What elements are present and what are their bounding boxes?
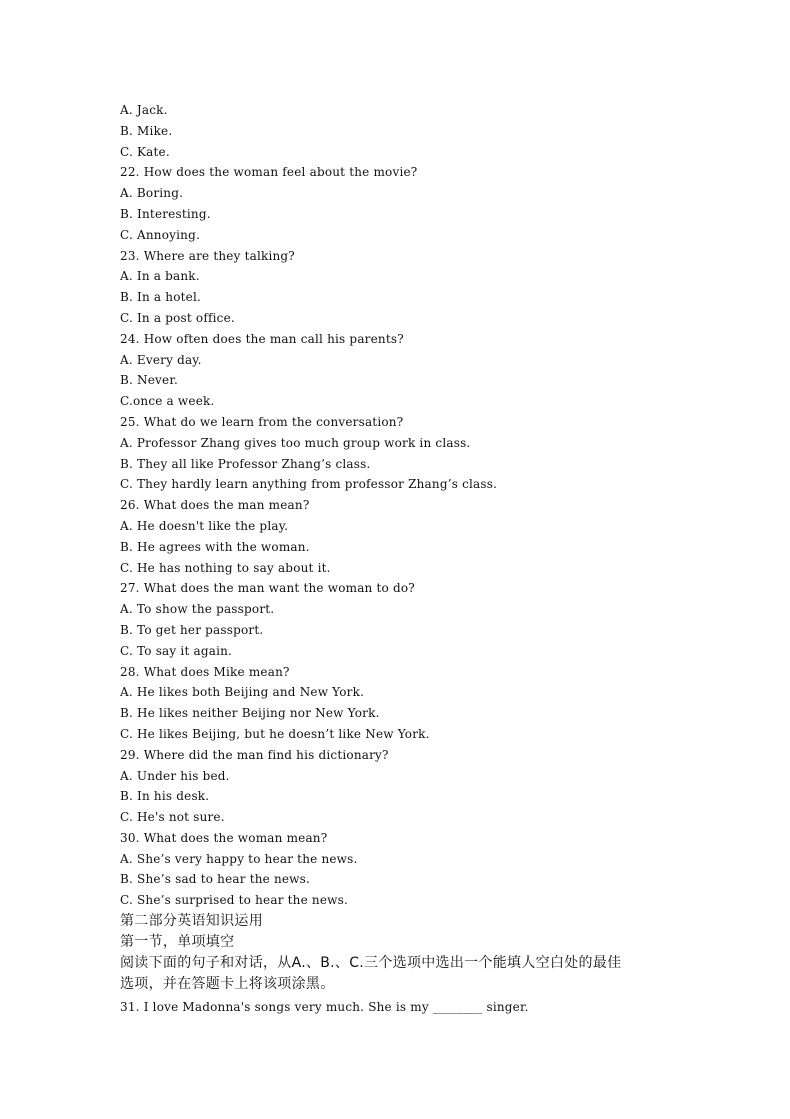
option-line: A. He doesn't like the play.: [120, 518, 289, 533]
option-line: C. He likes Beijing, but he doesn’t like New York.: [120, 726, 430, 741]
question-line: 25. What do we learn from the conversation?: [120, 414, 404, 429]
option-line: C. He's not sure.: [120, 810, 225, 825]
question-line: 29. Where did the man find his dictionary?: [120, 747, 389, 762]
section-heading: 第一节，单项填空: [120, 934, 235, 951]
option-line: A. To show the passport.: [120, 602, 275, 617]
question-lines: [120, 100, 660, 911]
option-line: B. He likes neither Beijing nor New York.: [120, 706, 380, 721]
question-line: 24. How often does the man call his parents?: [120, 331, 404, 346]
question-line: 30. What does the woman mean?: [120, 830, 328, 845]
option-line: A. He likes both Beijing and New York.: [120, 685, 365, 700]
option-line: B. Never.: [120, 373, 178, 388]
option-line: C. They hardly learn anything from professor Zhang’s class.: [120, 477, 498, 492]
question-line: 26. What does the man mean?: [120, 498, 310, 513]
option-line: A. Professor Zhang gives too much group work in class.: [120, 435, 471, 450]
option-line: B. In a hotel.: [120, 290, 202, 305]
document-page: [120, 100, 660, 1018]
question-line: 27. What does the man want the woman to do?: [120, 581, 415, 596]
option-line: C. She’s surprised to hear the news.: [120, 893, 348, 908]
instruction-text: 阅读下面的句子和对话，从A.、B.、C.三个选项中选出一个能填人空白处的最佳选项，并在答题卡上将该项涂黑。: [120, 955, 622, 993]
option-line: C.once a week.: [120, 394, 215, 409]
option-line: C. In a post office.: [120, 310, 235, 325]
question-31: 31. I love Madonna's songs very much. She is my ________ singer.: [120, 1000, 529, 1015]
question-line: 22. How does the woman feel about the movie?: [120, 165, 418, 180]
option-line: B. Interesting.: [120, 206, 211, 221]
option-line: A. She’s very happy to hear the news.: [120, 851, 358, 866]
option-line: C. Kate.: [120, 144, 170, 159]
option-line: B. In his desk.: [120, 789, 210, 804]
option-line: C. He has nothing to say about it.: [120, 560, 331, 575]
option-line: B. They all like Professor Zhang’s class.: [120, 456, 371, 471]
option-line: B. She’s sad to hear the news.: [120, 872, 311, 887]
option-line: B. To get her passport.: [120, 622, 264, 637]
option-line: A. Jack.: [120, 103, 168, 117]
option-line: C. To say it again.: [120, 643, 233, 658]
part-heading: 第二部分英语知识运用: [120, 913, 263, 930]
option-line: B. Mike.: [120, 123, 173, 138]
question-line: 23. Where are they talking?: [120, 248, 295, 263]
option-line: A. Under his bed.: [120, 768, 230, 783]
option-line: B. He agrees with the woman.: [120, 539, 310, 554]
option-line: A. Boring.: [120, 186, 184, 201]
option-line: A. In a bank.: [120, 269, 200, 284]
option-line: A. Every day.: [120, 352, 202, 367]
question-line: 28. What does Mike mean?: [120, 664, 290, 679]
option-line: C. Annoying.: [120, 227, 200, 242]
